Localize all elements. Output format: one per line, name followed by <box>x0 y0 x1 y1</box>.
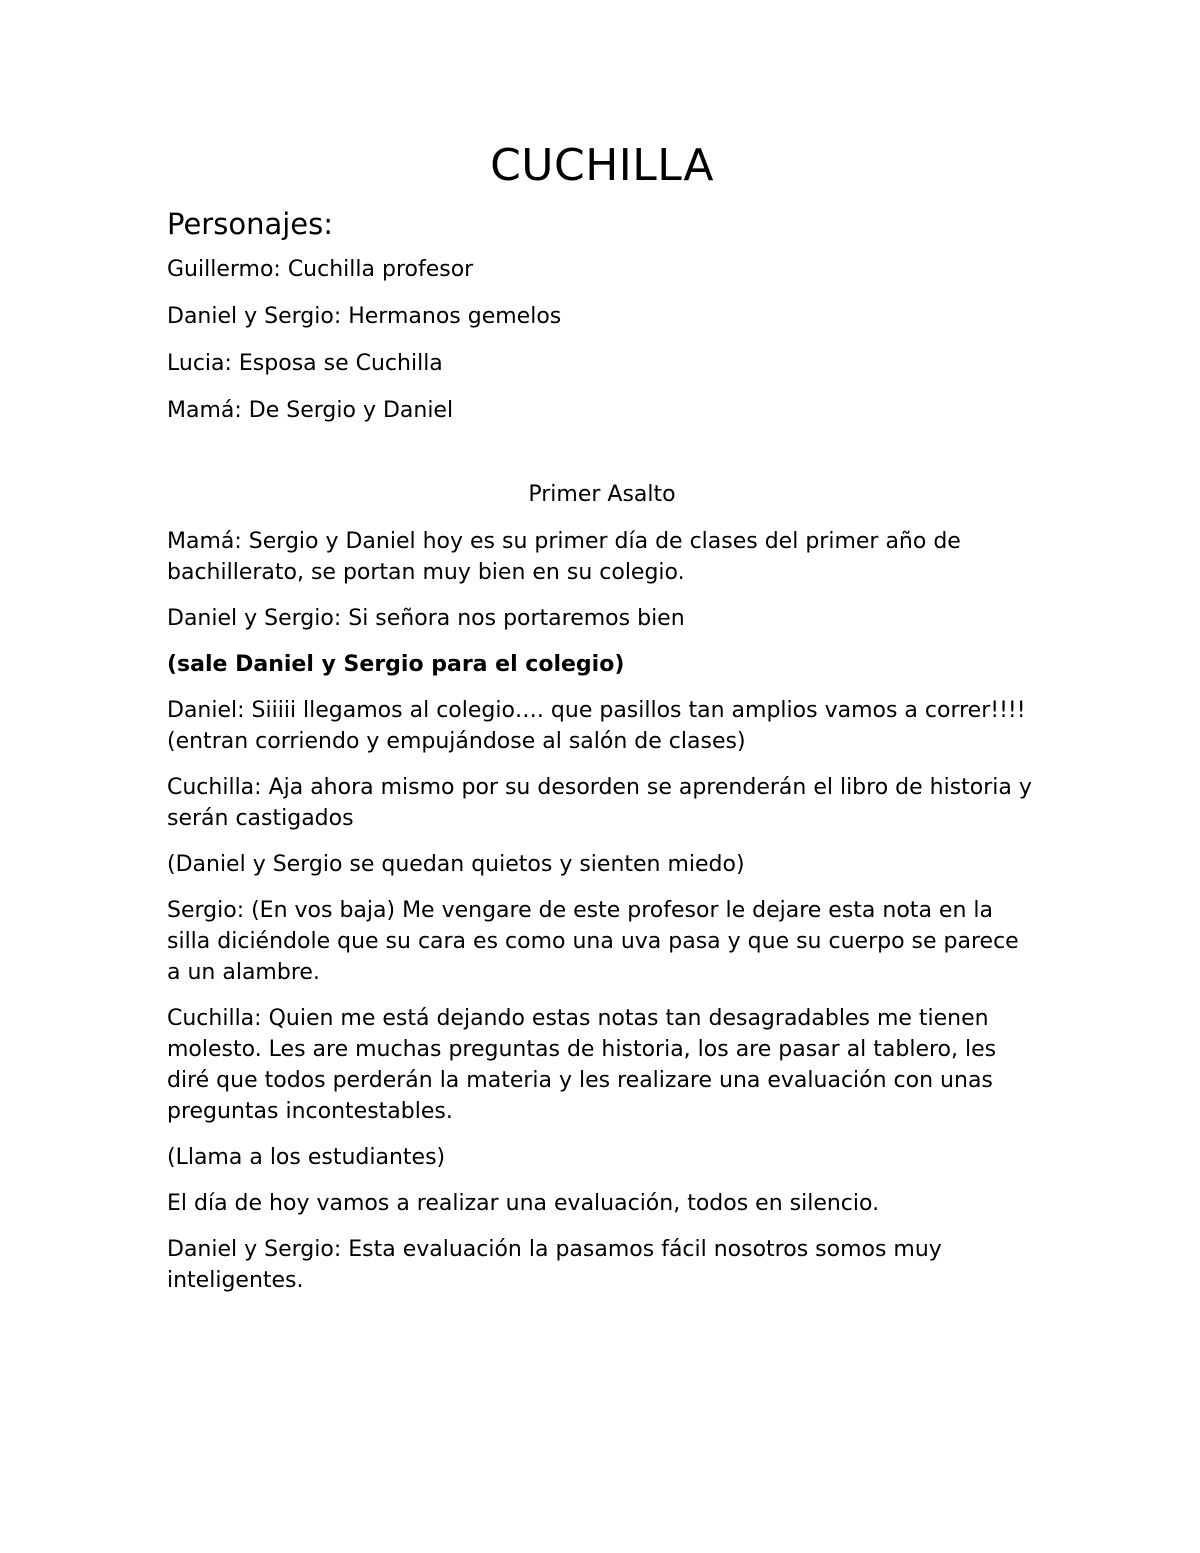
character-entry: Guillermo: Cuchilla profesor <box>167 257 474 282</box>
stage-direction: (Daniel y Sergio se quedan quietos y sienten miedo) <box>167 852 745 877</box>
dialogue-line: Mamá: Sergio y Daniel hoy es su primer día de clases del primer año de bachillerato, se portan muy bien en su colegio. <box>167 529 961 585</box>
document-page <box>167 138 1037 1311</box>
characters-heading: Personajes: <box>167 207 333 241</box>
stage-direction: (sale Daniel y Sergio para el colegio) <box>167 652 625 677</box>
dialogue-line: Cuchilla: Quien me está dejando estas notas tan desagradables me tienen molesto. Les are muchas preguntas de historia, los are pasar al tablero, les diré que todos perderán la materia y les realizare una evaluación con unas preguntas incontestables. <box>167 1006 997 1124</box>
character-entry: Mamá: De Sergio y Daniel <box>167 398 454 423</box>
characters-list <box>167 254 1037 427</box>
dialogue-line: Daniel y Sergio: Si señora nos portaremos bien <box>167 606 685 631</box>
document-title: CUCHILLA <box>490 140 714 191</box>
dialogue-line: Sergio: (En vos baja) Me vengare de este profesor le dejare esta nota en la silla diciéndole que su cara es como una uva pasa y que su cuerpo se parece a un alambre. <box>167 898 1019 985</box>
dialogue-line: Cuchilla: Aja ahora mismo por su desorden se aprenderán el libro de historia y serán castigados <box>167 775 1032 831</box>
dialogue-line: Daniel: Siiiii llegamos al colegio…. que pasillos tan amplios vamos a correr!!!! (entran corriendo y empujándose al salón de clases) <box>167 698 1026 754</box>
dialogue-line: Daniel y Sergio: Esta evaluación la pasamos fácil nosotros somos muy inteligentes. <box>167 1237 942 1293</box>
character-entry: Lucia: Esposa se Cuchilla <box>167 351 443 376</box>
act-title: Primer Asalto <box>528 482 676 507</box>
character-entry: Daniel y Sergio: Hermanos gemelos <box>167 304 562 329</box>
stage-direction: (Llama a los estudiantes) <box>167 1145 446 1170</box>
dialogue-line: El día de hoy vamos a realizar una evaluación, todos en silencio. <box>167 1191 880 1216</box>
